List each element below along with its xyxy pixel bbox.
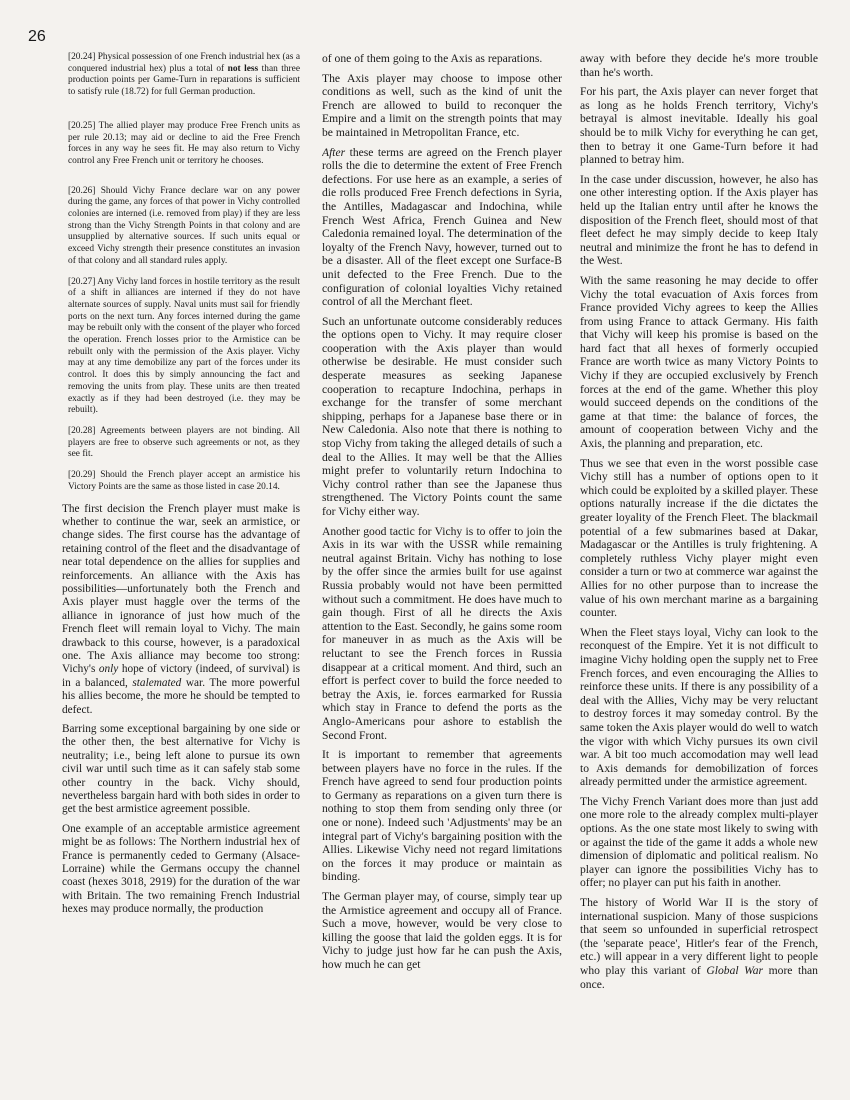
paragraph: In the case under discussion, however, he also has one other interesting option. If the Axis player has held up the Italian entry until after he knows the disposition of the French fleet, should most of that fleet defect he may simply decide to keep Italy neutral and minimize the front he has to defend in the West. [580, 172, 818, 268]
paragraph: of one of them going to the Axis as reparations. [322, 52, 543, 65]
paragraph: Such an unfortunate outcome considerably reduces the options open to Vichy. It may require closer cooperation with the Axis player than would otherwise be desirable. He must consider such desperate measures as seeking Japanese cooperation to recapture Indochina, perhaps in exchange for the transfer of some merchant shipping, perhaps for a Japanese base there or in New Caledonia. Also note that there is nothing to stop Vichy from taking the alleged details of such a deal to the Allies. It may well be that the Allies might prefer to voluntarily return Indochina to Vichy control rather than see the Japanese thus strengthened. The Victory Points count the same for Vichy either way. [322, 314, 562, 518]
paragraph: Barring some exceptional bargaining by one side or the other then, the best alternative for Vichy is neutrality; i.e., being left alone to pursue its own civil war until such time as it can safely stab some other country in the back. Vichy should, nevertheless bargain hard with both sides in order to get the best armistice agreement possible. [62, 723, 300, 816]
paragraph: The history of World War II is the story of international suspicion. Many of those suspicions that seem so unfounded in superficial retrospect (the 'separate peace', Hitler's fear of the French, etc.) will appear in a very different light to people who play this variant of Global War more than once. [580, 896, 818, 991]
paragraph: The first decision the French player must make is whether to continue the war, seek an armistice, or change sides. The first course has the advantage of retaining control of the fleet and the disadvantage of near total dependence on the allies for supplies and reinforcements. An alliance with the Axis has possibilities—unfortunately both the French and Axis player must haggle over the terms of the alliance in ignorance of just how much of the French fleet will remain loyal to Vichy. The main drawback to this course, however, is a paradoxical one. The Axis alliance may become too strong: Vichy's only hope of victory (indeed, of survival) is in a balanced, stalemated war. The more powerful his allies become, the more he should be tempted to defect. [62, 502, 300, 716]
page-number: 26 [28, 28, 46, 45]
paragraph: Thus we see that even in the worst possible case Vichy still has a number of options open to it which could be exploited by a skilled player. These options naturally increase if the die dictates the greater loyality of the French Fleet. The blackmail potential of a few submarines based at Dakar, Madagascar or the Antilles is truly frightening. A completely ruthless Vichy player might even consider a turn or two at commerce war against the Allies for no other purpose than to increase the value of his own merchant marine as a bargaining counter. [580, 456, 818, 620]
column-1 [62, 52, 300, 923]
rule-20-26: [20.26] Should Vichy France declare war on any power during the game, any forces of that power in Vichy controlled colonies are interned (i.e. removed from play) if they are less strong than the Vichy Strength Points in that colony and are unsupplied by alternative sources. If such units equal or exceed Vichy strength their presence constitutes an invasion of that colony and all standard rules apply. [68, 185, 300, 266]
rule-20-27: [20.27] Any Vichy land forces in hostile territory as the result of a shift in alliances are interned if they do not have alternate sources of supply. Naval units must sail for friendly ports on the next turn. Any forces interned during the game may be rebuilt only with the consent of the player who forced the operation. French losses prior to the Armistice can be rebuilt only with the permission of the Axis player. Vichy may at any time demobilize any part of the forces under its control. It does this by simply announcing the fact and removing the units from play. These units are then treated exactly as if they had been destroyed (i.e. they may be rebuilt). [68, 276, 300, 416]
rule-20-29: [20.29] Should the French player accept an armistice his Victory Points are the same as those listed in case 20.14. [68, 470, 300, 492]
rules-section [68, 52, 300, 494]
column-2 [322, 52, 562, 978]
paragraph: After these terms are agreed on the French player rolls the die to determine the extent of Free French defections. For use here as an example, a series of die rolls produced Free French defections in Syria, the Antilles, Madagascar and Indochina, while French West Africa, French Guinea and New Caledonia remained loyal. The determination of the loyalty of the French Navy, however, turned out to be a disaster. All of the fleet except one Surface-B unit defected to the Free French. Due to the configuration of colonial loyalties Vichy retained control of all the Merchant fleet. [322, 145, 562, 309]
paragraph: away with before they decide he's more trouble than he's worth. [580, 52, 818, 79]
column-3 [580, 52, 818, 997]
paragraph: One example of an acceptable armistice agreement might be as follows: The Northern industrial hex of France is permanently ceded to Germany (Alsace-Lorraine) while the Germans occupy the channel coast (hexes 3018, 2919) for the duration of the war with Britain. The two remaining French Industrial hexes may produce normally, the production [62, 822, 300, 916]
paragraph: When the Fleet stays loyal, Vichy can look to the reconquest of the Empire. Yet it is not difficult to imagine Vichy holding open the supply net to Free French forces, and even encouraging the Allies to reinforce these units. If there is any possibility of a deal with the Allies, Vichy may be very reluctant to destroy forces it may someday control. By the same token the Axis player would do well to watch the vigor with which Vichy pursues its own civil war. A bit too much accomodation may well lead to Axis demands for demobilization of forces already permitted under the armistice agreement. [580, 625, 818, 789]
paragraph: The Axis player may choose to impose other conditions as well, such as the kind of unit the French are allowed to build to reconquer the Empire and a limit on the strength points that may be maintained in Metropolitan France, etc. [322, 71, 562, 139]
rule-20-24: [20.24] Physical possession of one French industrial hex (as a conquered industrial hex) plus a total of not less than three production points per Game-Turn in reparations is sufficient to satisfy rule (18.72) for full German production. [68, 52, 300, 98]
paragraph: With the same reasoning he may decide to offer Vichy the total evacuation of Axis forces from France provided Vichy agrees to keep the Allies from using France to attack Germany. His faith that Vichy will keep his promise is based on the hard fact that all hexes of formerly occupied France are worth twice as many Victory Points to Vichy if they are occupied exclusively by French forces at the end of the game. Whether this ploy would succeed depends on the conditions of the game at that time: the balance of forces, the amount of cooperation between Vichy and the Axis, the planning and preparation, etc. [580, 273, 818, 451]
paragraph: It is important to remember that agreements between players have no force in the rules. If the French have agreed to send four production points to Germany as reparations on a given turn there is nothing to stop them from sending only three (or one or none). Indeed such 'Adjustments' may be an integral part of Vichy's bargaining position with the Allies. Likewise Vichy need not regard limitations on the forces it may produce or maintain as binding. [322, 748, 562, 884]
paragraph: The Vichy French Variant does more than just add one more role to the already complex multi-player options. As the one state most likely to swing with or against the tide of the game it adds a whole new dimension of diplomatic and political realism. No player can ignore the possibilities Vichy has to offer; no player can put his faith in another. [580, 794, 818, 890]
paragraph: Another good tactic for Vichy is to offer to join the Axis in its war with the USSR while remaining neutral against Britain. Vichy has nothing to lose by the offer since the armies built for use against Russia probably would not have been permitted without such a commitment. He does have much to gain though. First of all he directs the Axis attention to the East. Secondly, he gains some room for maneuver in as much as the Axis will be reluctant to see the French forces in Russia disappear at a critical moment. And third, such an effort is perfect cover to build the force needed to betray the Axis, ie. forces earmarked for Russia which stay in France to defend the ports as the Anglo-Americans pour ashore to establish the Second Front. [322, 524, 562, 742]
paragraph: The German player may, of course, simply tear up the Armistice agreement and occupy all of France. Such a move, however, would be very close to killing the goose that laid the golden eggs. It is for Vichy to judge just how far he can push the Axis, how much he can get [322, 890, 562, 971]
rule-20-28: [20.28] Agreements between players are not binding. All players are free to observe such agreements or not, as they see fit. [68, 425, 300, 460]
rule-20-25: [20.25] The allied player may produce Free French units as per rule 20.13; may aid or decline to aid the Free French forces in any way he sees fit. He may also return to Vichy control any Free French unit or territory he chooses. [68, 120, 300, 166]
paragraph: For his part, the Axis player can never forget that as long as he holds French territory, Vichy's betrayal is almost inevitable. Ideally his goal should be to milk Vichy for everything he can get, then to betray it one Game-Turn before it had planned to betray him. [580, 85, 818, 167]
